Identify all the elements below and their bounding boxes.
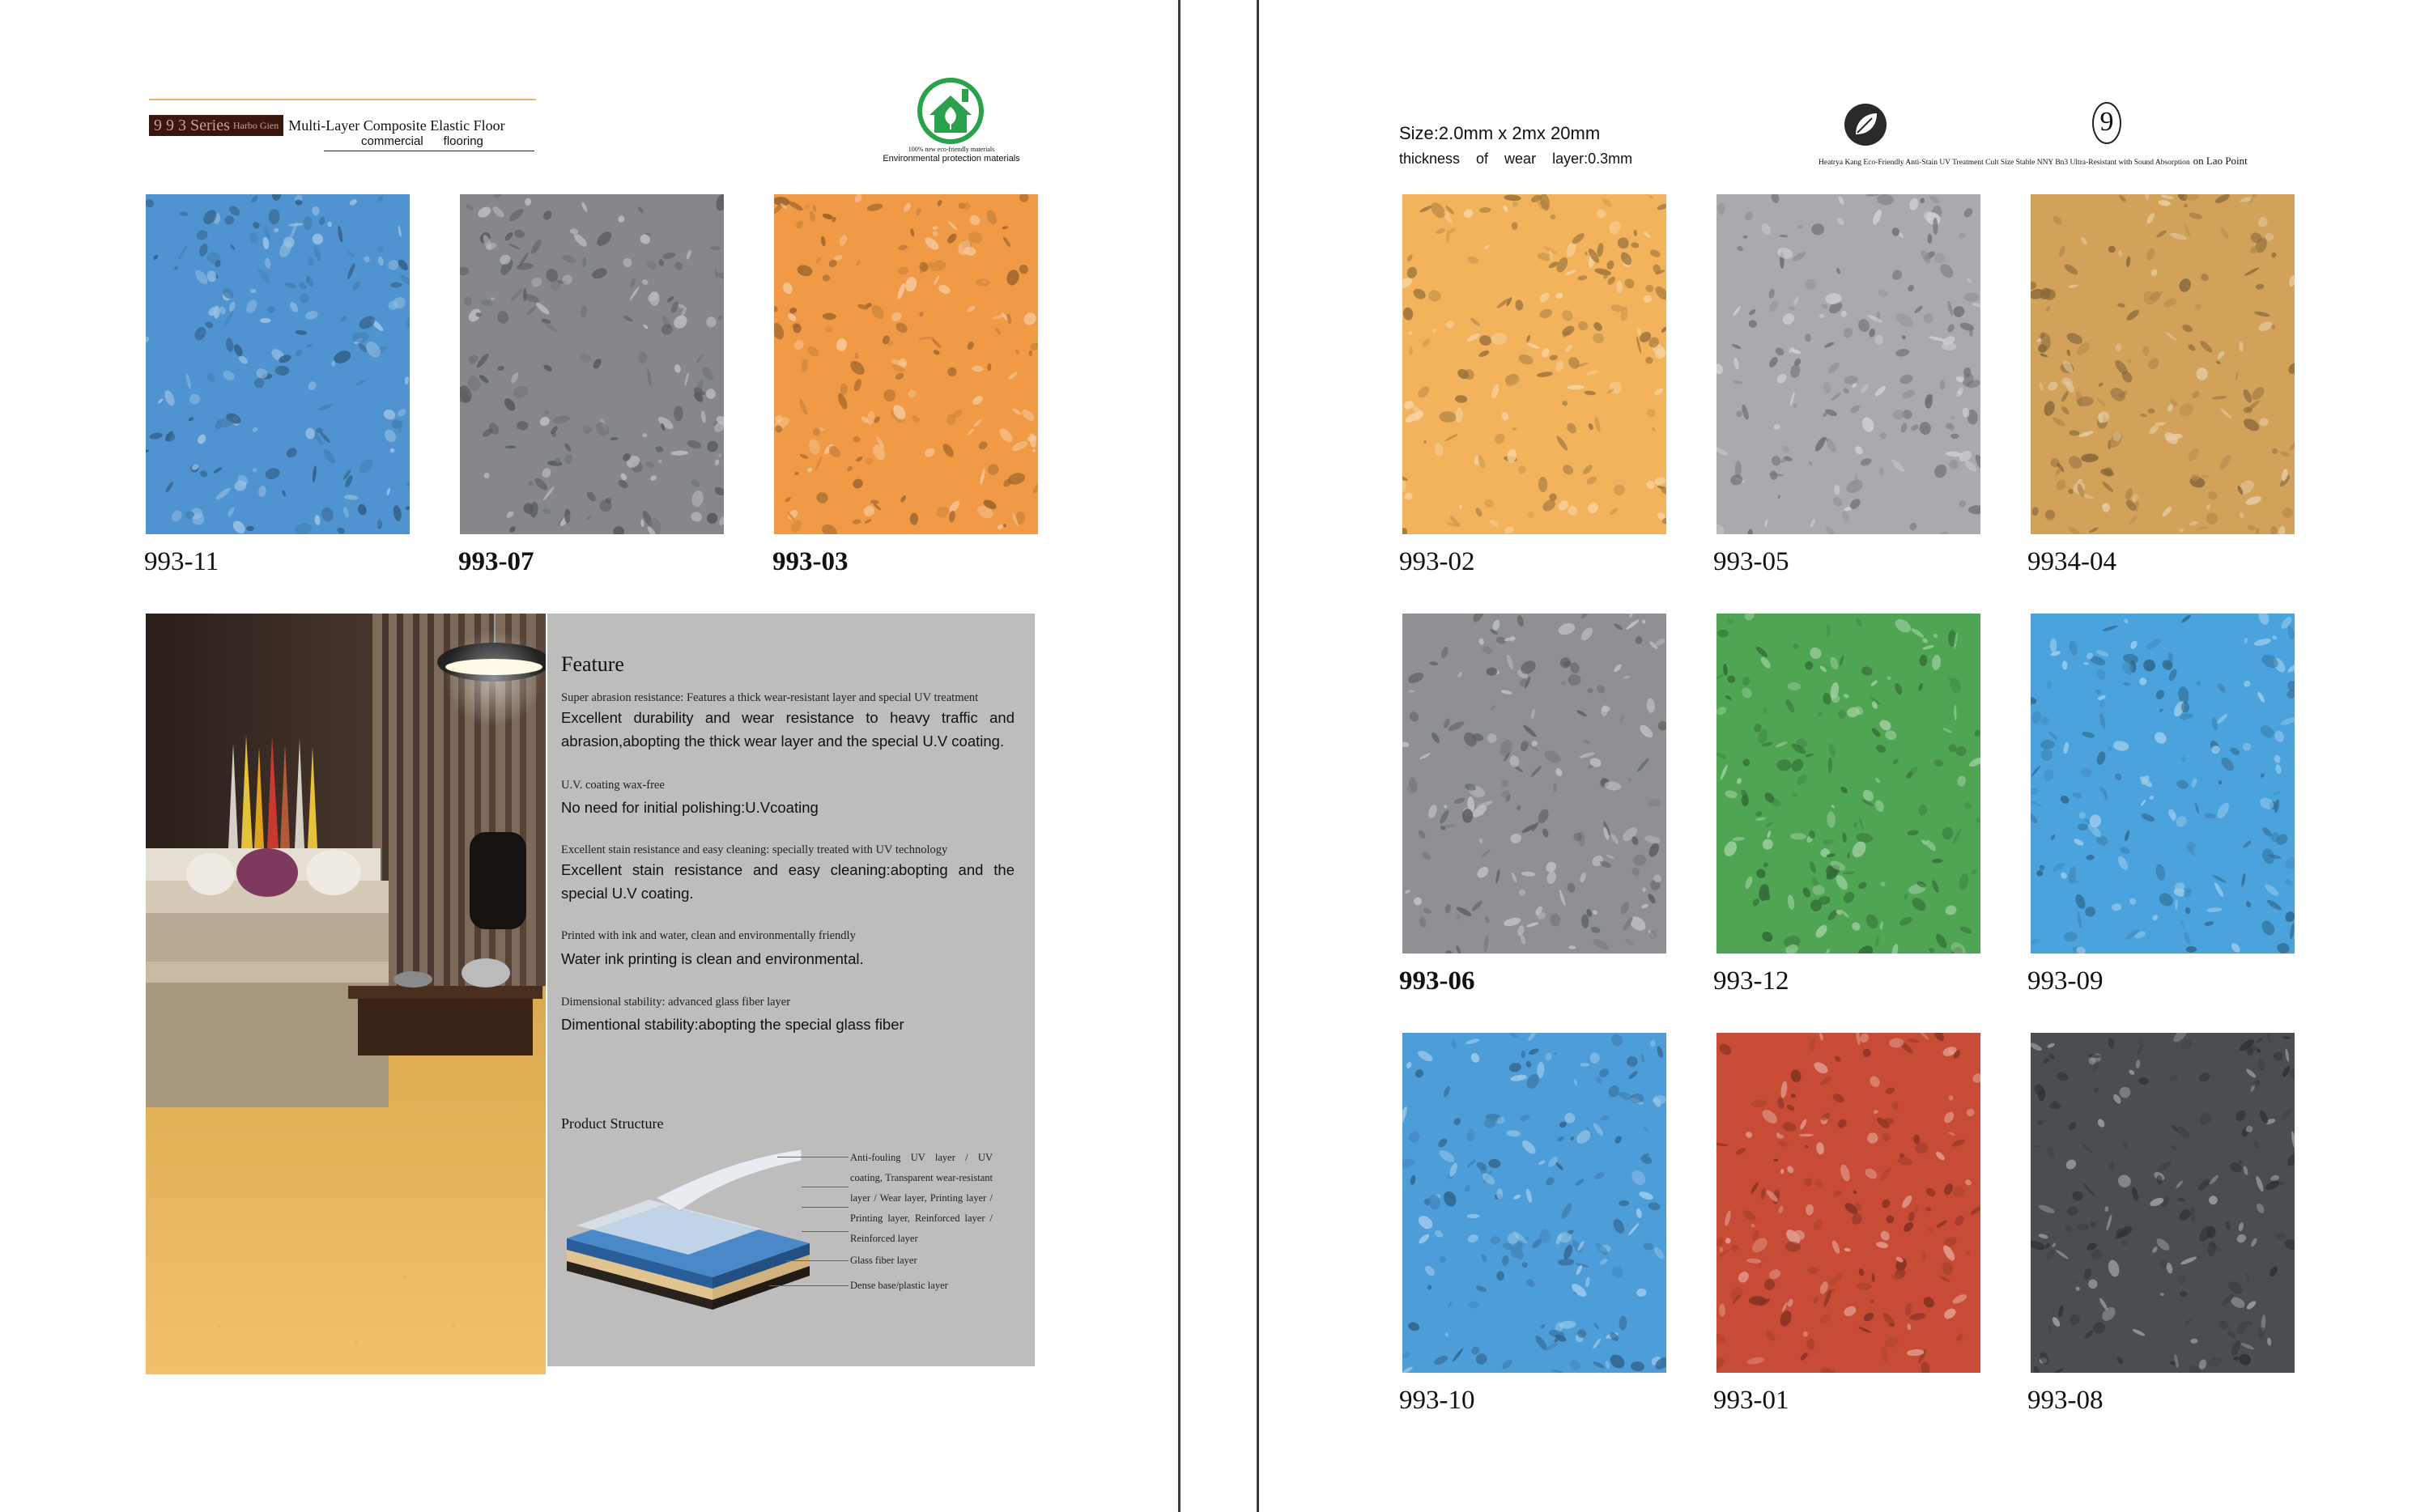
size-line: Size:2.0mm x 2mx 20mm (1399, 123, 1601, 143)
eco-logo-caption: Environmental protection materials (883, 154, 1020, 164)
swatch-code-993-08: 993-08 (2027, 1386, 2104, 1415)
feature-item-2-body: No need for initial polishing:U.Vcoating (561, 799, 819, 816)
living-room-photo (146, 614, 546, 1374)
series-badge (149, 115, 283, 136)
feature-item-1-heading: Super abrasion resistance: Features a thick wear-resistant layer and special UV treatment (561, 691, 979, 704)
thickness-line: thickness of wear layer:0.3mm (1399, 151, 1633, 167)
swatch-code-993-02: 993-02 (1399, 547, 1475, 576)
series-subtitle: commercial flooring (361, 134, 483, 148)
swatch-code-9934-04: 9934-04 (2027, 547, 2116, 576)
eco-leaf-icon (1843, 102, 1888, 147)
swatch-993-07[interactable] (460, 194, 724, 534)
feature-item-3-heading: Excellent stain resistance and easy cleaning: specially treated with UV technology (561, 843, 948, 856)
swatch-993-08[interactable] (2031, 1033, 2295, 1373)
layer-label-top: Anti-fouling UV layer / UV coating, Transparent wear-resistant layer / Wear layer, Printing layer / Printing layer, Reinforced layer / Reinforced layer (850, 1152, 993, 1244)
features-strip (1819, 154, 2248, 168)
eco-house-logo (905, 78, 996, 144)
swatch-993-01[interactable] (1716, 1033, 1980, 1373)
series-badge-subtext: Harbo Gien (232, 119, 279, 131)
layer-structure-diagram (559, 1141, 858, 1319)
swatch-993-02[interactable] (1402, 194, 1666, 534)
feature-item-1-body: Excellent durability and wear resistance to heavy traffic and abrasion,abopting the thick wear layer and the special U.V coating. (561, 709, 1015, 750)
feature-item-5-body: Dimentional stability:abopting the special glass fiber (561, 1016, 904, 1033)
swatch-993-10[interactable] (1402, 1033, 1666, 1373)
page-divider-left (1178, 0, 1180, 1512)
feature-item-3-body: Excellent stain resistance and easy cleaning:abopting and the special U.V coating. (561, 861, 1015, 902)
eco-logo-caption-small: 100% new eco-friendly materials (908, 146, 995, 153)
swatch-993-11[interactable] (146, 194, 410, 534)
series-title: Multi-Layer Composite Elastic Floor (288, 117, 505, 134)
feature-item-2-heading: U.V. coating wax-free (561, 779, 665, 792)
swatch-code-993-12: 993-12 (1713, 966, 1789, 996)
feature-item-4-heading: Printed with ink and water, clean and environmentally friendly (561, 929, 856, 942)
layer-label-base: Dense base/plastic layer (850, 1280, 948, 1291)
product-structure-title: Product Structure (561, 1115, 664, 1132)
series-badge-text: 9 9 3 Series (154, 116, 230, 134)
swatch-code-993-10: 993-10 (1399, 1386, 1475, 1415)
features-strip-text: Heatrya Kang Eco-Friendly Anti-Stain UV Treatment Cult Size Stable NNY Bn3 Ultra-Resistant with Sound Absorption (1819, 159, 2190, 167)
features-strip-end: on Lao Point (2193, 155, 2248, 167)
feature-item-4-body: Water ink printing is clean and environmental. (561, 950, 864, 967)
swatch-993-12[interactable] (1716, 614, 1980, 953)
swatch-code-993-09: 993-09 (2027, 966, 2104, 996)
swatch-code-993-01: 993-01 (1713, 1386, 1789, 1415)
swatch-code-993-03: 993-03 (772, 547, 849, 576)
swatch-993-09[interactable] (2031, 614, 2295, 953)
swatch-code-993-05: 993-05 (1713, 547, 1789, 576)
leader-line-3 (802, 1207, 849, 1208)
leader-line-6 (769, 1285, 849, 1286)
leader-line-5 (785, 1260, 849, 1261)
header-rule-top (149, 99, 536, 100)
swatch-993-06[interactable] (1402, 614, 1666, 953)
swatch-code-993-07: 993-07 (458, 547, 534, 576)
page-divider-right (1257, 0, 1259, 1512)
layer-label-glass-fiber: Glass fiber layer (850, 1255, 917, 1266)
swatch-993-05[interactable] (1716, 194, 1980, 534)
swatch-9934-04[interactable] (2031, 194, 2295, 534)
leader-line-4 (802, 1231, 849, 1232)
swatch-code-993-06: 993-06 (1399, 966, 1475, 996)
swatch-code-993-11: 993-11 (144, 547, 219, 576)
feature-item-5-heading: Dimensional stability: advanced glass fiber layer (561, 996, 791, 1009)
number-badge-text: 9 (2099, 107, 2114, 137)
feature-title: Feature (561, 652, 624, 676)
swatch-993-03[interactable] (774, 194, 1038, 534)
